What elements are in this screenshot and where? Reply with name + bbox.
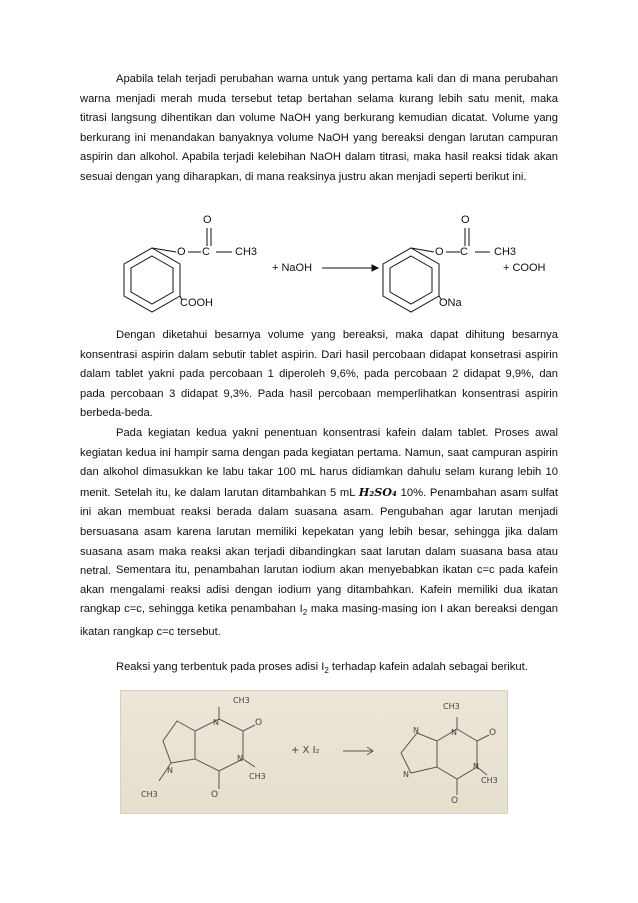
caffeine-iodine-reaction-photo <box>120 690 508 814</box>
o-right-2: O <box>451 796 459 806</box>
right-benzene-ring <box>383 248 439 312</box>
paragraph-4: Sementara itu, penambahan larutan iodium akan menyebabkan ikatan c=c pada kafein akan mengalami reaksi adisi dengan iodium yang ditambahkan. Kafein memiliki dua ikatan rangkap c=c, sehingga ketika penambahan $I_2$ maka masing-masing ion I akan bereaksi dengan ikatan rangkap c=c tersebut. <box>80 564 558 639</box>
reaction-arrow-1 <box>322 265 378 271</box>
paragraph-3: Pada kegiatan kedua yakni penentuan konsentrasi kafein dalam tablet. Proses awal kegiatan kedua ini hampir sama dengan pada kegiatan pertama. Namun, saat campuran aspirin dan alkohol dimasukkan ke labu takar 100 mL harus didiamkan dahulu selam kurang lebih 10 menit. Setelah itu, ke dalam larutan ditambahkan 5 mL H₂SO₄ 10%. Penambahan asam sulfat ini akan membuat reaksi berada dalam suasana asam. Pengubahan agar larutan menjadi bersuasana asam karena larutan memiliki kepekatan yang lebih besar, sehingga jika dalam suasana asam maka reaksi akan terjadi dibandingkan saat larutan dalam suasana basa atau netral. <box>80 427 558 578</box>
left-imidazole-ring <box>163 721 195 763</box>
reagent-iodine: + X I₂ <box>291 745 320 756</box>
left-methyl-label: CH3 <box>235 246 258 258</box>
right-pyrimidine-ring <box>437 729 477 779</box>
n-right-1: N <box>451 728 457 737</box>
right-imidazole-ring <box>401 733 437 773</box>
right-methyl-label: CH3 <box>494 246 517 258</box>
ch3-right-left: CH3 <box>249 772 266 781</box>
left-benzene-ring <box>124 248 180 312</box>
paragraph-2: Dengan diketahui besarnya volume yang bereaksi, maka dapat dihitung besarnya konsentrasi aspirin dalam sebutir tablet aspirin. Dari hasil percobaan didapat konsetrasi aspirin dalam tablet yakni pada percobaan 1 diperoleh 9,6%, pada percobaan 2 didapat 9,9%, dan pada percobaan 3 didapat 9,3%. Pada hasil percobaan memperlihatkan konsentrasi aspirin berbeda-beda. <box>80 329 558 420</box>
ch3-bottom-left: CH3 <box>141 790 158 799</box>
left-pyrimidine-ring <box>195 719 243 771</box>
n-right-3: N <box>413 726 419 735</box>
ch3-right-right: CH3 <box>481 776 498 785</box>
o-right-1: O <box>489 728 497 738</box>
right-ona-label: ONa <box>439 297 462 309</box>
o-left-1: O <box>255 718 263 728</box>
ch3-top-right: CH3 <box>443 702 460 711</box>
product-cooh: + COOH <box>503 262 546 274</box>
n-right-4: N <box>403 770 409 779</box>
right-carbonyl-oxygen: O <box>461 214 470 226</box>
n-left-1: N <box>213 718 219 727</box>
reagent-naoh: + NaOH <box>272 262 313 274</box>
n-left-3: N <box>167 766 173 775</box>
n-right-2: N <box>473 762 479 771</box>
left-ester-oxygen: O <box>177 246 186 258</box>
n-left-2: N <box>237 754 243 763</box>
left-carbonyl-oxygen: O <box>203 214 212 226</box>
left-cooh-label: COOH <box>180 297 213 309</box>
sulfuric-acid-formula: H₂SO₄ <box>358 484 397 499</box>
left-carbonyl-carbon: C <box>202 246 210 258</box>
right-ester-oxygen: O <box>435 246 444 258</box>
right-carbonyl-carbon: C <box>460 246 468 258</box>
paragraph-5: Reaksi yang terbentuk pada proses adisi $I_2$ terhadap kafein adalah sebagai berikut. <box>116 661 528 676</box>
paragraph-1: Apabila telah terjadi perubahan warna untuk yang pertama kali dan di mana perubahan warna menjadi merah muda tersebut tetap bertahan selama kurang lebih satu menit, maka titrasi langsung dihentikan dan volume NaOH yang berkurang kemudian dicatat. Volume yang berkurang ini menandakan banyaknya volume NaOH yang bereaksi dengan larutan campuran aspirin dan alkohol. Apabila terjadi kelebihan NaOH dalam titrasi, maka hasil reaksi tidak akan sesuai dengan yang diharapkan, di mana reaksinya justru akan menjadi seperti berikut ini. <box>80 73 558 183</box>
o-left-2: O <box>211 790 219 800</box>
ch3-top-left: CH3 <box>233 696 250 705</box>
